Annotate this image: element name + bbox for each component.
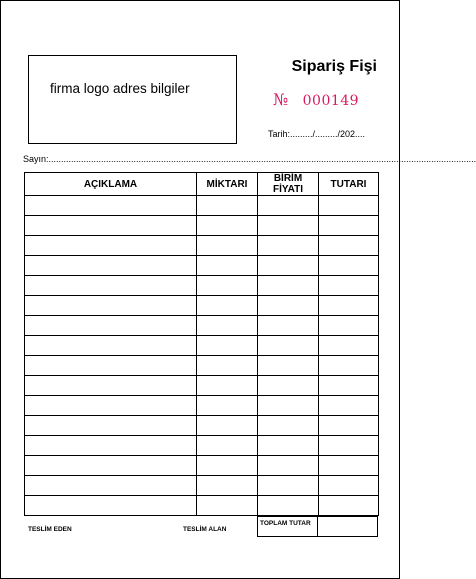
table-cell — [319, 256, 379, 276]
form-title: Sipariş Fişi — [291, 58, 377, 75]
table-cell — [197, 276, 258, 296]
table-cell — [258, 196, 319, 216]
total-label: TOPLAM TUTAR — [260, 520, 311, 527]
table-row — [25, 276, 379, 296]
numero-sign-icon: № — [273, 90, 289, 109]
received-by-label: TESLİM ALAN — [183, 526, 227, 533]
table-cell — [258, 396, 319, 416]
table-cell — [319, 196, 379, 216]
table-cell — [25, 396, 197, 416]
total-value-cell — [317, 516, 378, 537]
table-cell — [197, 196, 258, 216]
column-header-miktari: MİKTARI — [197, 173, 258, 196]
table-cell — [319, 236, 379, 256]
serial-number — [273, 90, 359, 109]
table-cell — [25, 276, 197, 296]
table-cell — [319, 476, 379, 496]
table-cell — [258, 256, 319, 276]
table-cell — [319, 356, 379, 376]
column-header-tutari: TUTARI — [319, 173, 379, 196]
table-cell — [25, 416, 197, 436]
table-cell — [25, 296, 197, 316]
table-cell — [319, 436, 379, 456]
table-row — [25, 376, 379, 396]
table-cell — [258, 416, 319, 436]
table-row — [25, 216, 379, 236]
table-cell — [319, 296, 379, 316]
table-cell — [258, 296, 319, 316]
table-row — [25, 296, 379, 316]
table-row — [25, 316, 379, 336]
table-cell — [258, 216, 319, 236]
table-cell — [319, 336, 379, 356]
customer-name-line: Sayın:........................................................................................................................................................................... — [23, 154, 476, 164]
table-cell — [197, 316, 258, 336]
table-row — [25, 356, 379, 376]
table-cell — [258, 276, 319, 296]
table-cell — [319, 276, 379, 296]
delivered-by-label: TESLİM EDEN — [28, 526, 72, 533]
table-row — [25, 336, 379, 356]
table-cell — [197, 356, 258, 376]
table-cell — [258, 436, 319, 456]
table-cell — [25, 476, 197, 496]
table-cell — [258, 476, 319, 496]
table-cell — [197, 496, 258, 516]
table-cell — [197, 436, 258, 456]
table-row — [25, 476, 379, 496]
column-header-birim-fiyati: BİRİM FİYATI — [258, 173, 319, 196]
table-cell — [25, 456, 197, 476]
table-cell — [319, 456, 379, 476]
table-cell — [258, 356, 319, 376]
table-cell — [258, 496, 319, 516]
company-logo-box — [28, 55, 237, 144]
table-row — [25, 436, 379, 456]
table-cell — [25, 356, 197, 376]
table-row — [25, 236, 379, 256]
table-header-row — [25, 173, 379, 196]
table-cell — [25, 336, 197, 356]
table-cell — [25, 236, 197, 256]
table-cell — [25, 376, 197, 396]
table-cell — [319, 416, 379, 436]
table-cell — [258, 316, 319, 336]
table-cell — [197, 236, 258, 256]
table-cell — [319, 216, 379, 236]
table-cell — [25, 436, 197, 456]
table-cell — [258, 336, 319, 356]
table-cell — [319, 376, 379, 396]
table-row — [25, 256, 379, 276]
order-items-table — [24, 172, 379, 516]
table-cell — [258, 456, 319, 476]
table-cell — [197, 256, 258, 276]
logo-placeholder-text: firma logo adres bilgiler — [50, 81, 190, 96]
table-cell — [319, 496, 379, 516]
table-cell — [197, 296, 258, 316]
table-cell — [25, 256, 197, 276]
table-cell — [197, 216, 258, 236]
table-cell — [319, 316, 379, 336]
table-cell — [197, 456, 258, 476]
table-body — [25, 196, 379, 516]
serial-number-value: 000149 — [302, 93, 360, 109]
table-row — [25, 396, 379, 416]
table-cell — [197, 376, 258, 396]
table-cell — [25, 216, 197, 236]
table-cell — [319, 396, 379, 416]
table-row — [25, 196, 379, 216]
table-cell — [25, 496, 197, 516]
table-cell — [197, 476, 258, 496]
table-row — [25, 496, 379, 516]
table-row — [25, 456, 379, 476]
table-cell — [25, 316, 197, 336]
column-header-aciklama: AÇIKLAMA — [25, 173, 197, 196]
table-cell — [258, 236, 319, 256]
date-field: Tarih:........./........./202.... — [268, 129, 366, 139]
table-cell — [197, 336, 258, 356]
table-cell — [197, 396, 258, 416]
table-row — [25, 416, 379, 436]
table-cell — [197, 416, 258, 436]
table-cell — [25, 196, 197, 216]
table-cell — [258, 376, 319, 396]
